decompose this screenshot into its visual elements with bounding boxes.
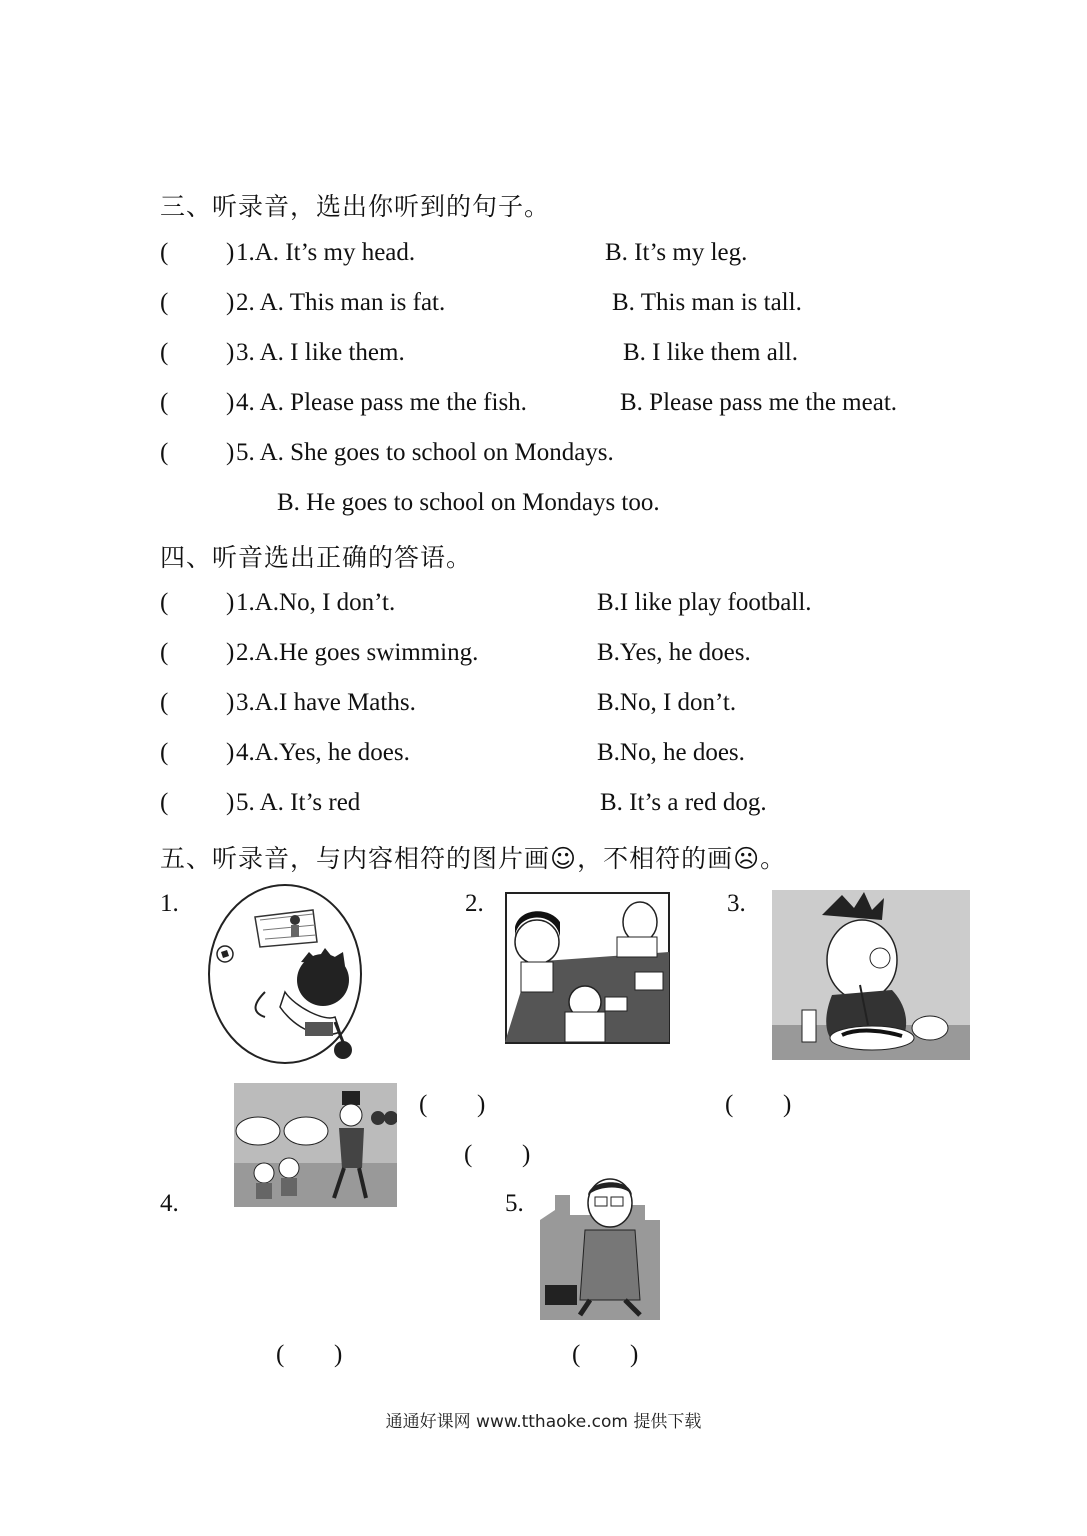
option-b: B.I like play football. xyxy=(597,589,812,616)
picture-number-5: 5. xyxy=(505,1190,524,1217)
option-a: 5. A. She goes to school on Mondays. xyxy=(236,439,614,466)
option-a: 4. A. Please pass me the fish. xyxy=(236,389,527,416)
option-b: B.No, I don’t. xyxy=(597,689,737,716)
section4-title: 四、听音选出正确的答语。 xyxy=(160,543,473,572)
classroom-children-image xyxy=(505,892,670,1044)
answer-blank-5[interactable]: ( ) xyxy=(572,1341,639,1368)
option-a: 3.A.I have Maths. xyxy=(236,689,416,716)
picture-number-4: 4. xyxy=(160,1190,179,1217)
section5-title: 五、听录音，与内容相符的图片画☺，不相符的画☹。 xyxy=(160,844,787,873)
footer-source: 通通好课网 www.tthaoke.com 提供下载 xyxy=(385,1412,702,1432)
man-with-briefcase-image xyxy=(540,1175,660,1320)
answer-blank-1[interactable]: ( ) xyxy=(419,1091,486,1118)
option-b: B. This man is tall. xyxy=(612,289,802,316)
picture-number-1: 1. xyxy=(160,890,179,917)
option-a: 3. A. I like them. xyxy=(236,339,405,366)
option-b: B. I like them all. xyxy=(623,339,798,366)
picture-number-2: 2. xyxy=(465,890,484,917)
picture-number-3: 3. xyxy=(727,890,746,917)
clown-children-image xyxy=(234,1083,397,1207)
answer-blank-2[interactable]: ( ) xyxy=(464,1141,531,1168)
option-b: B. It’s a red dog. xyxy=(600,789,767,816)
answer-blank-3[interactable]: ( ) xyxy=(725,1091,792,1118)
option-a: 4.A.Yes, he does. xyxy=(236,739,410,766)
option-b: B. It’s my leg. xyxy=(605,239,748,266)
option-b: B. Please pass me the meat. xyxy=(620,389,898,416)
man-eating-noodles-image xyxy=(772,890,970,1060)
option-a: 2.A.He goes swimming. xyxy=(236,639,479,666)
section3-title: 三、听录音，选出你听到的句子。 xyxy=(160,192,551,221)
option-b: B.No, he does. xyxy=(597,739,745,766)
option-b: B.Yes, he does. xyxy=(597,639,751,666)
option-a: 1.A.No, I don’t. xyxy=(236,589,396,616)
option-b: B. He goes to school on Mondays too. xyxy=(277,489,660,516)
option-a: 1.A. It’s my head. xyxy=(236,239,416,266)
football-boy-image xyxy=(205,882,365,1067)
option-a: 2. A. This man is fat. xyxy=(236,289,446,316)
answer-blank-4[interactable]: ( ) xyxy=(276,1341,343,1368)
option-a: 5. A. It’s red xyxy=(236,789,361,816)
